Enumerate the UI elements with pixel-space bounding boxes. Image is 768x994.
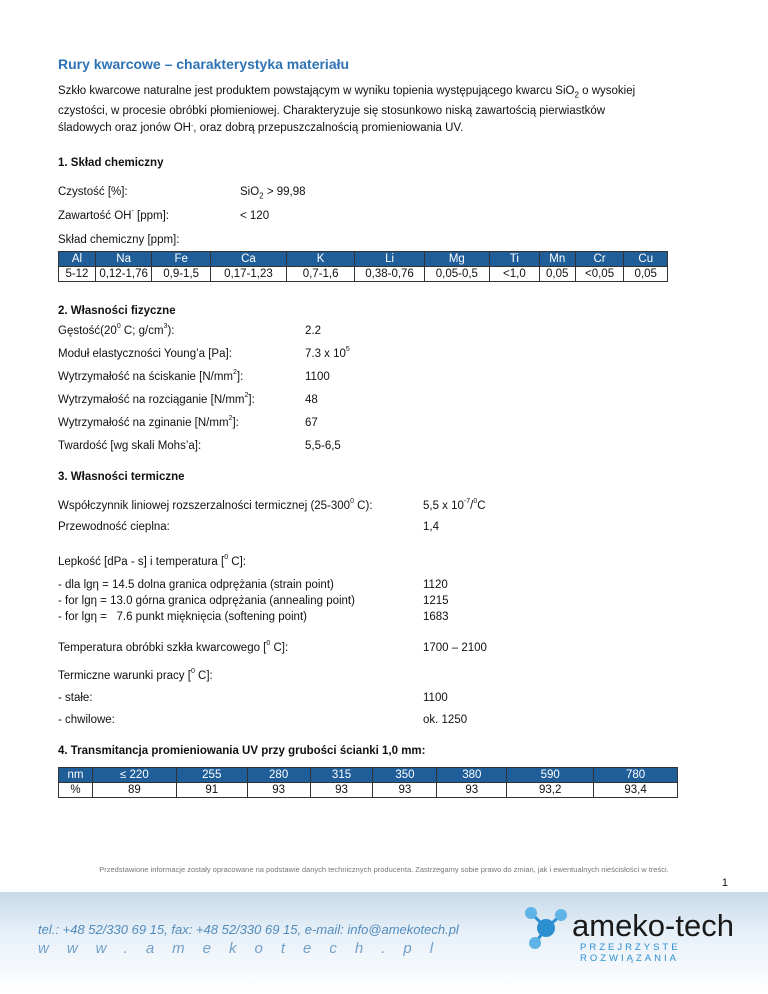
table-header-cell: Ca xyxy=(210,252,286,267)
intro-line: czystości, w procesie obróbki płomieniowej. Charakteryzuje się stosunkowo niską zawartością pierwiastków xyxy=(58,105,606,118)
viscosity-value: 1120 xyxy=(423,579,448,591)
tensile-strength-label: Wytrzymałość na rozciąganie $[N/mm^2]$: xyxy=(58,392,255,406)
tensile-strength-value: 48 xyxy=(305,394,318,406)
constant-label: - stałe: xyxy=(58,692,93,704)
work-conditions-label: Termiczne warunki pracy [$^0$ C]: xyxy=(58,668,213,682)
viscosity-value: 1683 xyxy=(423,611,449,623)
young-modulus-value: 7.3 x $10^5$ xyxy=(305,346,350,360)
viscosity-value: 1215 xyxy=(423,595,449,607)
viscosity-line: - for lgη = 7.6 punkt mięknięcia (softening point) xyxy=(58,611,307,623)
table-header-cell: Na xyxy=(95,252,151,267)
section-heading: 4. Transmitancja promieniowania UV przy grubości ścianki 1,0 mm: xyxy=(58,745,426,757)
intro-line: , oraz dobrą przepuszczalnością promieniowania UV. xyxy=(193,122,464,135)
temporary-value: ok. 1250 xyxy=(423,714,468,726)
table-header-row xyxy=(59,768,678,783)
young-modulus-label: Moduł elastyczności Young’a [Pa]: xyxy=(58,348,232,360)
table-header-row xyxy=(59,252,668,267)
hardness-value: 5,5-6,5 xyxy=(305,440,341,452)
table-cell: 93 xyxy=(437,783,507,798)
viscosity-label: Lepkość [dPa - s] i temperatura [$^0$ C]: xyxy=(58,554,246,568)
table-header-cell: Li xyxy=(355,252,424,267)
table-header-cell: 280 xyxy=(247,768,310,783)
compressive-strength-label: Wytrzymałość na ściskanie $[N/mm^2]$: xyxy=(58,369,244,383)
bending-strength-value: 67 xyxy=(305,417,318,429)
table-header-cell: Fe xyxy=(152,252,211,267)
company-logo: ameko-tech xyxy=(572,908,734,943)
footer-contact: tel.: +48 52/330 69 15, fax: +48 52/330 69 15, e-mail: info@amekotech.pl xyxy=(38,922,459,937)
table-cell: 0,05 xyxy=(624,267,668,282)
table-header-cell: 315 xyxy=(310,768,373,783)
table-cell: 0,38-0,76 xyxy=(355,267,424,282)
intro-line: o wysokiej xyxy=(578,85,636,97)
purity-label: Czystość [%]: xyxy=(58,186,128,198)
footnote: Przedstawione informacje zostały opracowane na podstawie danych technicznych producenta. Zastrzegamy sobie prawo do zmian, jak i ewentualnych nieścisłości w treści. xyxy=(99,865,669,874)
table-cell: 0,7-1,6 xyxy=(286,267,354,282)
table-row xyxy=(59,783,678,798)
table-cell: 0,05-0,5 xyxy=(424,267,489,282)
intro-paragraph: Szkło kwarcowe naturalne jest produktem powstającym w wyniku topienia występującego kwarcu SiO$_2$ o wysokiej czystości, w procesie obróbki płomieniowej. Charakteryzuje się stosunkowo niską zawartością pierwiastków śladowych oraz jonów OH-, oraz dobrą przepuszczalnością promieniowania UV. xyxy=(58,83,718,137)
table-header-cell: ≤ 220 xyxy=(92,768,176,783)
table-cell: 93 xyxy=(373,783,437,798)
table-cell: 93,4 xyxy=(594,783,678,798)
table-header-cell: Cu xyxy=(624,252,668,267)
table-header-cell: nm xyxy=(59,768,93,783)
table-cell: 93 xyxy=(310,783,373,798)
thermal-expansion-label: Współczynnik liniowej rozszerzalności termicznej ($25-300^0$ C): xyxy=(58,498,373,512)
intro-line: śladowych oraz jonów OH xyxy=(58,122,191,135)
table-header-cell: Cr xyxy=(575,252,624,267)
table-cell: 0,17-1,23 xyxy=(210,267,286,282)
table-header-cell: Ti xyxy=(489,252,539,267)
table-cell: 89 xyxy=(92,783,176,798)
intro-line: Szkło kwarcowe naturalne jest produktem powstającym w wyniku topienia występującego kwarcu SiO xyxy=(58,85,575,97)
composition-table xyxy=(58,251,668,282)
processing-temp-label: Temperatura obróbki szkła kwarcowego [$^0$ C]: xyxy=(58,640,289,654)
density-label: $Gęstość(20^0$ C; $g/cm^3$): xyxy=(58,323,175,337)
viscosity-line: - for lgη = 13.0 górna granica odprężania (annealing point) xyxy=(58,595,355,607)
table-cell: 93 xyxy=(247,783,310,798)
table-header-cell: 380 xyxy=(437,768,507,783)
table-header-cell: 590 xyxy=(507,768,594,783)
processing-temp-value: 1700 – 2100 xyxy=(423,642,487,654)
company-slogan: PRZEJRZYSTE ROZWIĄZANIA xyxy=(580,942,681,964)
page-number: 1 xyxy=(721,877,728,889)
table-cell: 0,05 xyxy=(539,267,575,282)
table-cell: 91 xyxy=(176,783,247,798)
conductivity-label: Przewodność cieplna: xyxy=(58,521,170,533)
density-value: 2.2 xyxy=(305,325,321,337)
temporary-label: - chwilowe: xyxy=(58,714,115,726)
oh-value: < 120 xyxy=(240,210,270,222)
viscosity-line: - dla lgη = 14.5 dolna granica odprężania (strain point) xyxy=(58,579,334,591)
table-header-cell: 255 xyxy=(176,768,247,783)
compressive-strength-value: 1100 xyxy=(305,371,330,383)
section-heading: 2. Własności fizyczne xyxy=(58,305,176,317)
conductivity-value: 1,4 xyxy=(423,521,439,533)
table-cell: % xyxy=(59,783,93,798)
composition-label: Skład chemiczny [ppm]: xyxy=(58,234,180,246)
purity-value: SiO$_2$ > 99,98 xyxy=(240,186,306,201)
table-header-cell: Mg xyxy=(424,252,489,267)
logo-molecule-icon xyxy=(522,904,570,955)
table-cell: 5-12 xyxy=(59,267,96,282)
bending-strength-label: Wytrzymałość na zginanie $[N/mm^2]$: xyxy=(58,415,239,429)
table-header-cell: K xyxy=(286,252,354,267)
footer-website: www.amekotech.pl xyxy=(38,940,452,957)
table-header-cell: Al xyxy=(59,252,96,267)
thermal-expansion-value: 5,5 x $10^{-7}/^0C$ xyxy=(423,498,486,512)
section-heading: 3. Własności termiczne xyxy=(58,471,185,483)
table-cell: 93,2 xyxy=(507,783,594,798)
table-row xyxy=(59,267,668,282)
oh-label: Zawartość OH- [ppm]: xyxy=(58,208,169,222)
constant-value: 1100 xyxy=(423,692,448,704)
table-header-cell: 350 xyxy=(373,768,437,783)
table-header-cell: Mn xyxy=(539,252,575,267)
table-cell: <1,0 xyxy=(489,267,539,282)
table-header-cell: 780 xyxy=(594,768,678,783)
hardness-label: Twardość [wg skali Mohs’a]: xyxy=(58,440,202,452)
table-cell: 0,12-1,76 xyxy=(95,267,151,282)
uv-table xyxy=(58,767,678,798)
page-title: Rury kwarcowe – charakterystyka materiału xyxy=(58,56,350,72)
section-heading: 1. Skład chemiczny xyxy=(58,157,164,169)
table-cell: <0,05 xyxy=(575,267,624,282)
table-cell: 0,9-1,5 xyxy=(152,267,211,282)
